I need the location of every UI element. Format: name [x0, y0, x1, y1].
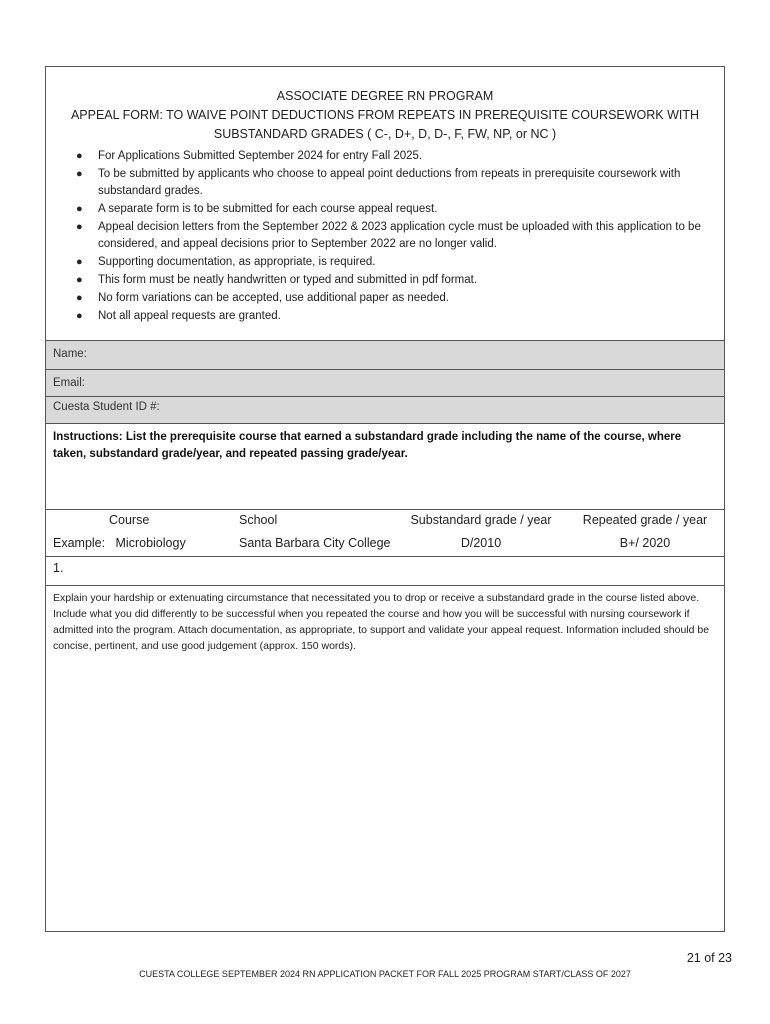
list-item: ● For Applications Submitted September 2024 for entry Fall 2025. — [76, 148, 724, 165]
instructions-text: Instructions: List the prerequisite course that earned a substandard grade including the name of the course, where taken, substandard grade/year, and repeated passing grade/year. — [46, 423, 724, 509]
page-number: 21 of 23 — [686, 951, 732, 965]
bullet-icon: ● — [76, 310, 83, 322]
column-header-course: Course — [109, 513, 150, 527]
column-header-school: School — [239, 513, 278, 527]
column-header-substandard-grade: Substandard grade / year — [410, 513, 552, 527]
list-item: ● A separate form is to be submitted for each course appeal request. — [76, 201, 724, 218]
page-footer: CUESTA COLLEGE SEPTEMBER 2024 RN APPLICATION PACKET FOR FALL 2025 PROGRAM START/CLASS OF 2027 — [139, 969, 631, 979]
form-title-line-2: SUBSTANDARD GRADES ( C-, D+, D, D-, F, FW, NP, or NC ) — [213, 127, 557, 141]
bullet-icon: ● — [76, 256, 83, 268]
name-field[interactable] — [46, 340, 724, 369]
email-field[interactable] — [46, 369, 724, 396]
form-header — [46, 67, 724, 340]
program-title: ASSOCIATE DEGREE RN PROGRAM — [276, 89, 494, 103]
list-item: ● No form variations can be accepted, use additional paper as needed. — [76, 290, 724, 307]
example-substandard-grade: D/2010 — [460, 536, 502, 550]
bullet-icon: ● — [76, 221, 83, 233]
explanation-prompt: Explain your hardship or extenuating circumstance that necessitated you to drop or receive a substandard grade in the course listed above. Include what you did differently to be successful when you repeated the course and how you will be successful with nursing coursework if admitted into the program. Attach documentation, as appropriate, to support and validate your appeal request. Information included should be concise, pertinent, and use good judgement (approx. 150 words). — [53, 592, 710, 652]
bullet-icon: ● — [76, 150, 83, 162]
table-header-row — [46, 509, 724, 532]
table-row — [46, 532, 724, 556]
name-label: Name: — [53, 348, 87, 360]
student-id-label: Cuesta Student ID #: — [53, 401, 160, 413]
column-header-repeated-grade: Repeated grade / year — [582, 513, 708, 527]
bullet-icon: ● — [76, 203, 83, 215]
student-id-field[interactable] — [46, 396, 724, 423]
requirements-list — [46, 148, 724, 325]
bullet-icon: ● — [76, 168, 83, 180]
example-school: Santa Barbara City College — [239, 536, 391, 550]
list-item: ● This form must be neatly handwritten or typed and submitted in pdf format. — [76, 272, 724, 289]
list-item: ● To be submitted by applicants who choose to appeal point deductions from repeats in prerequisite coursework with substandard grades. — [76, 168, 681, 197]
form-title-line-1: APPEAL FORM: TO WAIVE POINT DEDUCTIONS FROM REPEATS IN PREREQUISITE COURSEWORK WITH — [70, 108, 700, 122]
example-course: Example: Microbiology — [53, 536, 186, 550]
list-item: ● Appeal decision letters from the September 2022 & 2023 application cycle must be uploaded with this application to be considered, and appeal decisions prior to September 2022 are no longer valid. — [76, 221, 701, 250]
example-repeated-grade: B+/ 2020 — [619, 536, 671, 550]
bullet-icon: ● — [76, 274, 83, 286]
row-number: 1. — [53, 561, 64, 575]
list-item: ● Supporting documentation, as appropriate, is required. — [76, 254, 724, 271]
email-label: Email: — [53, 377, 85, 389]
bullet-icon: ● — [76, 292, 83, 304]
explanation-field[interactable] — [46, 585, 724, 654]
appeal-form — [45, 66, 725, 932]
list-item: ● Not all appeal requests are granted. — [76, 308, 724, 325]
course-entry-row[interactable] — [46, 556, 724, 585]
